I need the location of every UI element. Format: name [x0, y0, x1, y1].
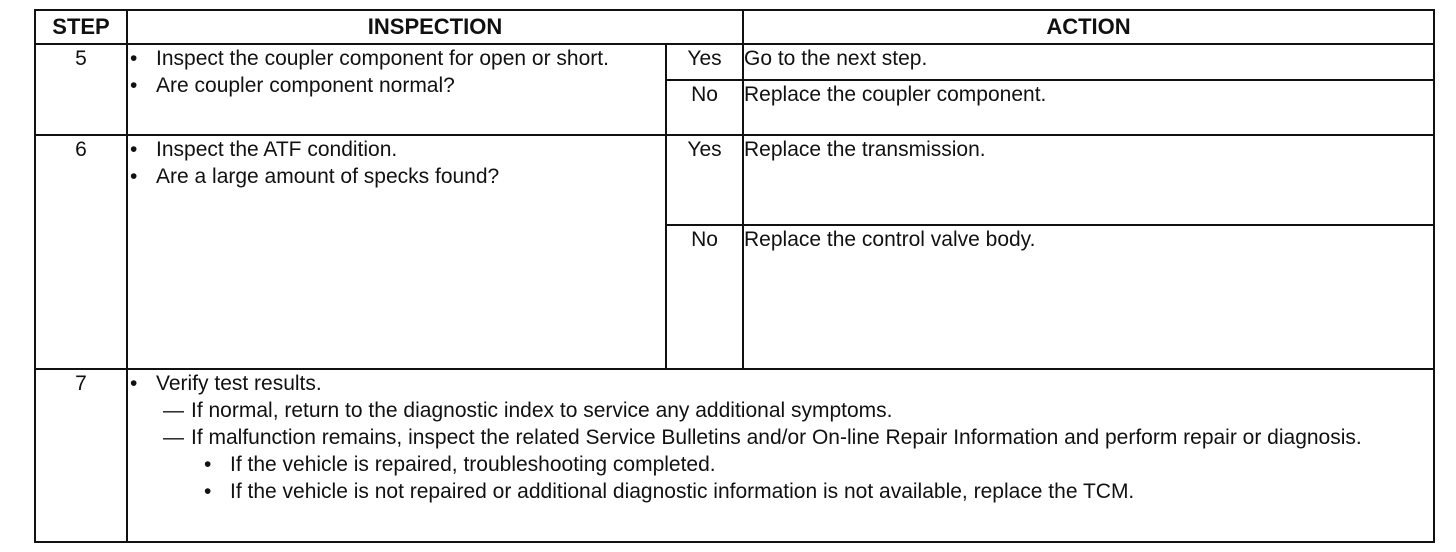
- dash-item: [128, 424, 1433, 451]
- bullet-item: [128, 72, 665, 99]
- bullet-item: [128, 163, 665, 190]
- table-row: [35, 369, 1434, 542]
- sub-bullet-text: If the vehicle is not repaired or additional diagnostic information is not available, replace the TCM.: [230, 480, 1135, 503]
- bullet-icon: •: [204, 453, 212, 476]
- inspection-text: Are a large amount of specks found?: [156, 165, 500, 188]
- dash-icon: —: [163, 399, 184, 422]
- bullet-item: [128, 45, 665, 72]
- inspection-text: Verify test results.: [156, 372, 322, 395]
- dash-item: [128, 397, 1433, 424]
- dash-text: If malfunction remains, inspect the related Service Bulletins and/or On-line Repair Information and perform repair or diagnosis.: [191, 426, 1362, 449]
- bullet-item: [128, 136, 665, 163]
- bullet-icon: •: [130, 74, 138, 97]
- action-yes: Go to the next step.: [743, 44, 1434, 80]
- header-row: [35, 10, 1434, 44]
- step-number: 6: [35, 135, 127, 369]
- action-yes: Replace the transmission.: [743, 135, 1434, 225]
- dash-text: If normal, return to the diagnostic index to service any additional symptoms.: [191, 399, 893, 422]
- inspection-text: Inspect the coupler component for open or short.: [156, 47, 609, 70]
- bullet-icon: •: [130, 372, 138, 395]
- inspection-cell: [127, 44, 666, 135]
- header-step: STEP: [35, 10, 127, 44]
- header-inspection: INSPECTION: [127, 10, 743, 44]
- bullet-icon: •: [130, 165, 138, 188]
- no-label: No: [666, 80, 743, 135]
- no-label: No: [666, 225, 743, 369]
- bullet-item: [128, 370, 1433, 397]
- bullet-icon: •: [130, 47, 138, 70]
- action-no: Replace the control valve body.: [743, 225, 1434, 369]
- table-row: [35, 44, 1434, 80]
- inspection-cell: [127, 135, 666, 369]
- inspection-text: Are coupler component normal?: [156, 74, 455, 97]
- yes-label: Yes: [666, 44, 743, 80]
- sub-bullet-text: If the vehicle is repaired, troubleshooting completed.: [230, 453, 716, 476]
- action-no: Replace the coupler component.: [743, 80, 1434, 135]
- step-number: 7: [35, 369, 127, 542]
- dash-icon: —: [163, 426, 184, 449]
- inspection-cell: [127, 369, 1434, 542]
- step-number: 5: [35, 44, 127, 135]
- diagnostic-table: [34, 9, 1435, 543]
- header-action: ACTION: [743, 10, 1434, 44]
- yes-label: Yes: [666, 135, 743, 225]
- bullet-icon: •: [204, 480, 212, 503]
- inspection-text: Inspect the ATF condition.: [156, 138, 398, 161]
- bullet-icon: •: [130, 138, 138, 161]
- table-row: [35, 135, 1434, 225]
- sub-bullet-item: [128, 478, 1433, 505]
- sub-bullet-item: [128, 451, 1433, 478]
